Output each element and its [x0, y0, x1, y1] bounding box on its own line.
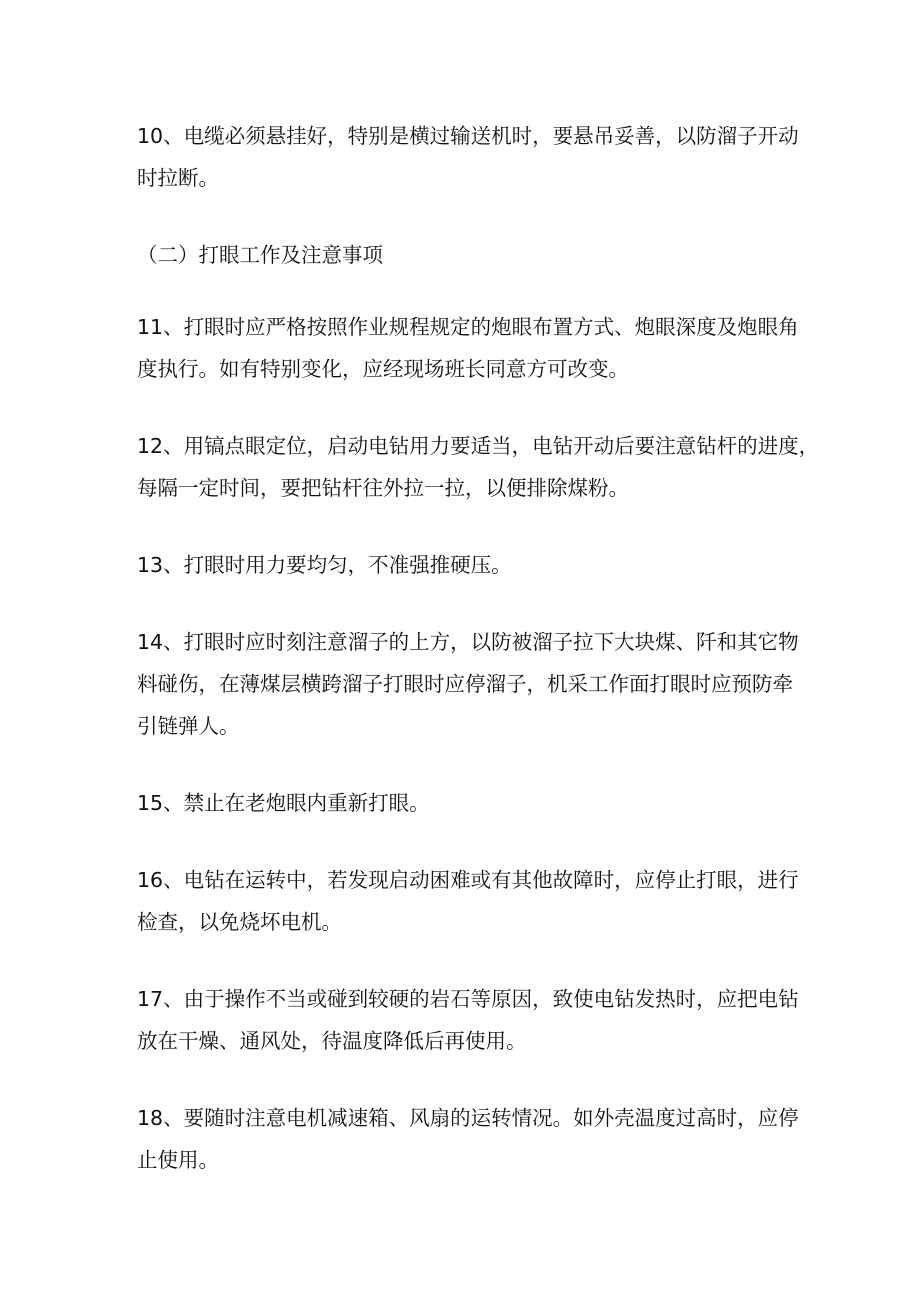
text-line: 18、要随时注意电机减速箱、风扇的运转情况。如外壳温度过高时，应停: [137, 1106, 799, 1130]
text-line: 13、打眼时用力要均匀，不准强推硬压。: [137, 553, 512, 577]
text-line: 止使用。: [137, 1148, 219, 1172]
text-line: 放在干燥、通风处，待温度降低后再使用。: [137, 1029, 527, 1053]
item-13: [137, 544, 797, 586]
item-17: [137, 978, 797, 1062]
text-line: 度执行。如有特别变化，应经现场班长同意方可改变。: [137, 357, 629, 381]
text-line: 15、禁止在老炮眼内重新打眼。: [137, 791, 430, 815]
text-line: 时拉断。: [137, 166, 219, 190]
text-line: 12、用镐点眼定位，启动电钻用力要适当，电钻开动后要注意钻杆的进度，: [137, 434, 820, 458]
document-body: [137, 115, 820, 1216]
item-16: [137, 859, 797, 943]
item-12: [137, 425, 820, 509]
text-line: 14、打眼时应时刻注意溜子的上方，以防被溜子拉下大块煤、阡和其它物: [137, 630, 799, 654]
text-line: 每隔一定时间，要把钻杆往外拉一拉，以便排除煤粉。: [137, 476, 629, 500]
text-line: 17、由于操作不当或碰到较硬的岩石等原因，致使电钻发热时，应把电钻: [137, 987, 799, 1011]
heading-text: （二）打眼工作及注意事项: [137, 243, 383, 267]
text-line: 16、电钻在运转中，若发现启动困难或有其他故障时，应停止打眼，进行: [137, 868, 799, 892]
text-line: 10、电缆必须悬挂好，特别是横过输送机时，要悬吊妥善，以防溜子开动: [137, 124, 799, 148]
item-18: [137, 1097, 797, 1181]
item-11: [137, 306, 797, 390]
text-line: 料碰伤，在薄煤层横跨溜子打眼时应停溜子，机采工作面打眼时应预防牵: [137, 672, 793, 696]
text-line: 检查，以免烧坏电机。: [137, 910, 342, 934]
item-14: [137, 621, 797, 747]
section-heading: [137, 234, 797, 276]
item-15: [137, 782, 797, 824]
item-10: [137, 115, 797, 199]
text-line: 引链弹人。: [137, 714, 240, 738]
text-line: 11、打眼时应严格按照作业规程规定的炮眼布置方式、炮眼深度及炮眼角: [137, 315, 799, 339]
